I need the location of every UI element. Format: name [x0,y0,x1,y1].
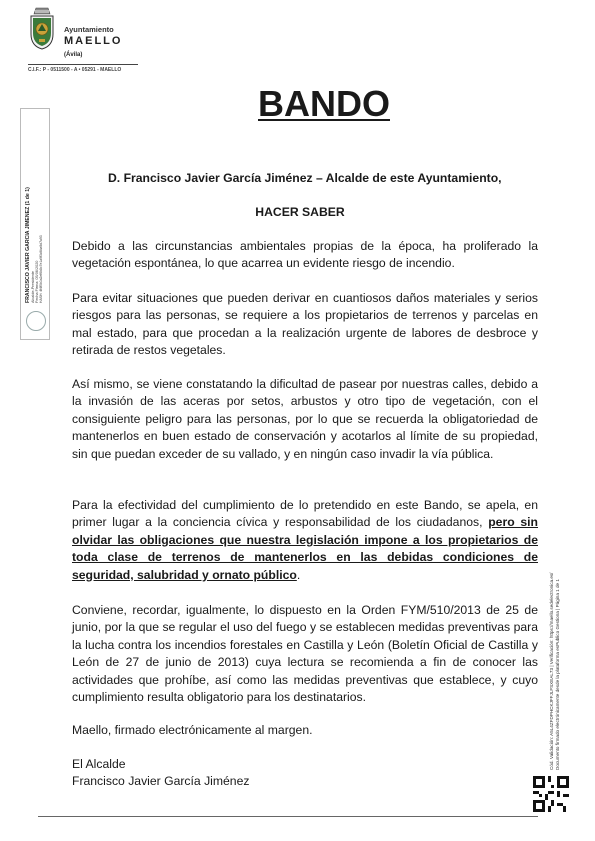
coat-of-arms-icon [28,6,56,50]
stamp-hash: HASH: 4f4f5b0a2ef6b8c7e1a9f3d6ba9d7a93 [39,235,43,303]
hacer-saber-heading: HACER SABER [255,205,345,219]
paragraph-4-emphasis: pero sin olvidar las obligaciones que nuestra legislación impone a los propietarios de toda clase de terrenos de mantenerlos en las debidas condiciones de seguridad, salubridad y ornato público [72,515,539,582]
paragraph-4: Para la efectividad del cumplimiento de lo pretendido en este Bando, se apela, en primer lugar a la conciencia cívica y responsabilidad de los ciudadanos, pero sin olvidar las obligaciones que nuestra legislación impone a los propietarios de toda clase de terrenos de mantenerlos en las debidas condiciones de seguridad, salubridad y ornato público. [72,498,539,582]
paragraph-3: Así mismo, se viene constatando la dificultad de pasear por nuestras calles, debido a la invasión de las aceras por setos, arbustos y otro tipo de vegetación, con el consiguiente peligro para las personas, por lo que se recuerda la obligatoriedad de mantenerlos en buen estado de conservación y acotarlos al límite de su propiedad, sin que puedan exceder de su vallado, y en ningún caso invadir la vía pública. [72,377,538,461]
validation-platform: Documento firmado electrónicamente desde la plataforma esPublico Gestiona | Página 1 de 1 [555,579,560,770]
document-title: BANDO [258,83,390,124]
footer-divider [38,816,538,817]
org-name-line1: Ayuntamiento [64,25,114,34]
org-tax-id-line: C.I.F.: P - 0511500 - A • 05291 - MAELLO [28,64,138,73]
signature-stamp [20,108,50,340]
paragraph-2: Para evitar situaciones que pueden derivar en cuantiosos daños materiales y serios riesgos para las personas, se requiere a los propietarios de terrenos y parcelas en mal estado, para que procedan a la realización urgente de labores de desbroce y retirada de restos vegetales. [72,291,538,358]
stamp-signer: FRANCISCO JAVIER GARCIA JIMENEZ (1 de 1) [25,187,31,303]
municipal-header [28,6,140,73]
document-author: D. Francisco Javier García Jiménez – Alcalde de este Ayuntamiento, [108,171,502,185]
signer-name: Francisco Javier García Jiménez [72,774,250,789]
stamp-date: Fecha Firma: 05/06/2020 [35,260,39,303]
signature-place: Maello, firmado electrónicamente al margen. [72,723,313,737]
validation-code: Cód. Validación: A5L4ZFDPHCKJFFJLFSXEAL73 | Verificación: https://maello.sedelectronica.es/ [549,572,554,770]
seal-icon [26,311,46,331]
stamp-role: Alcalde-Presidente [31,271,35,303]
signer-role: El Alcalde [72,757,126,771]
paragraph-5: Conviene, recordar, igualmente, lo dispuesto en la Orden FYM/510/2013 de 25 de junio, por la que se regular el uso del fuego y se establecen medidas preventivas para la lucha contra los incendios forestales en Castilla y León (Boletín Oficial de Castilla y León de 27 de junio de 2013) cuya lectura se recomienda a fin de conocer las actividades que prohíbe, así como las medidas preventivas que establece, y cuyo cumplimiento resulta obligatorio para los destinatarios. [72,603,538,705]
validation-strip [538,522,574,772]
paragraph-1: Debido a las circunstancias ambientales propias de la época, ha proliferado la vegetación espontánea, lo que acarrea un evidente riesgo de incendio. [72,239,538,271]
signature-block [72,756,538,791]
qr-code-icon[interactable] [533,776,569,812]
org-name-line2: MAELLO (Ávila) [64,35,123,58]
